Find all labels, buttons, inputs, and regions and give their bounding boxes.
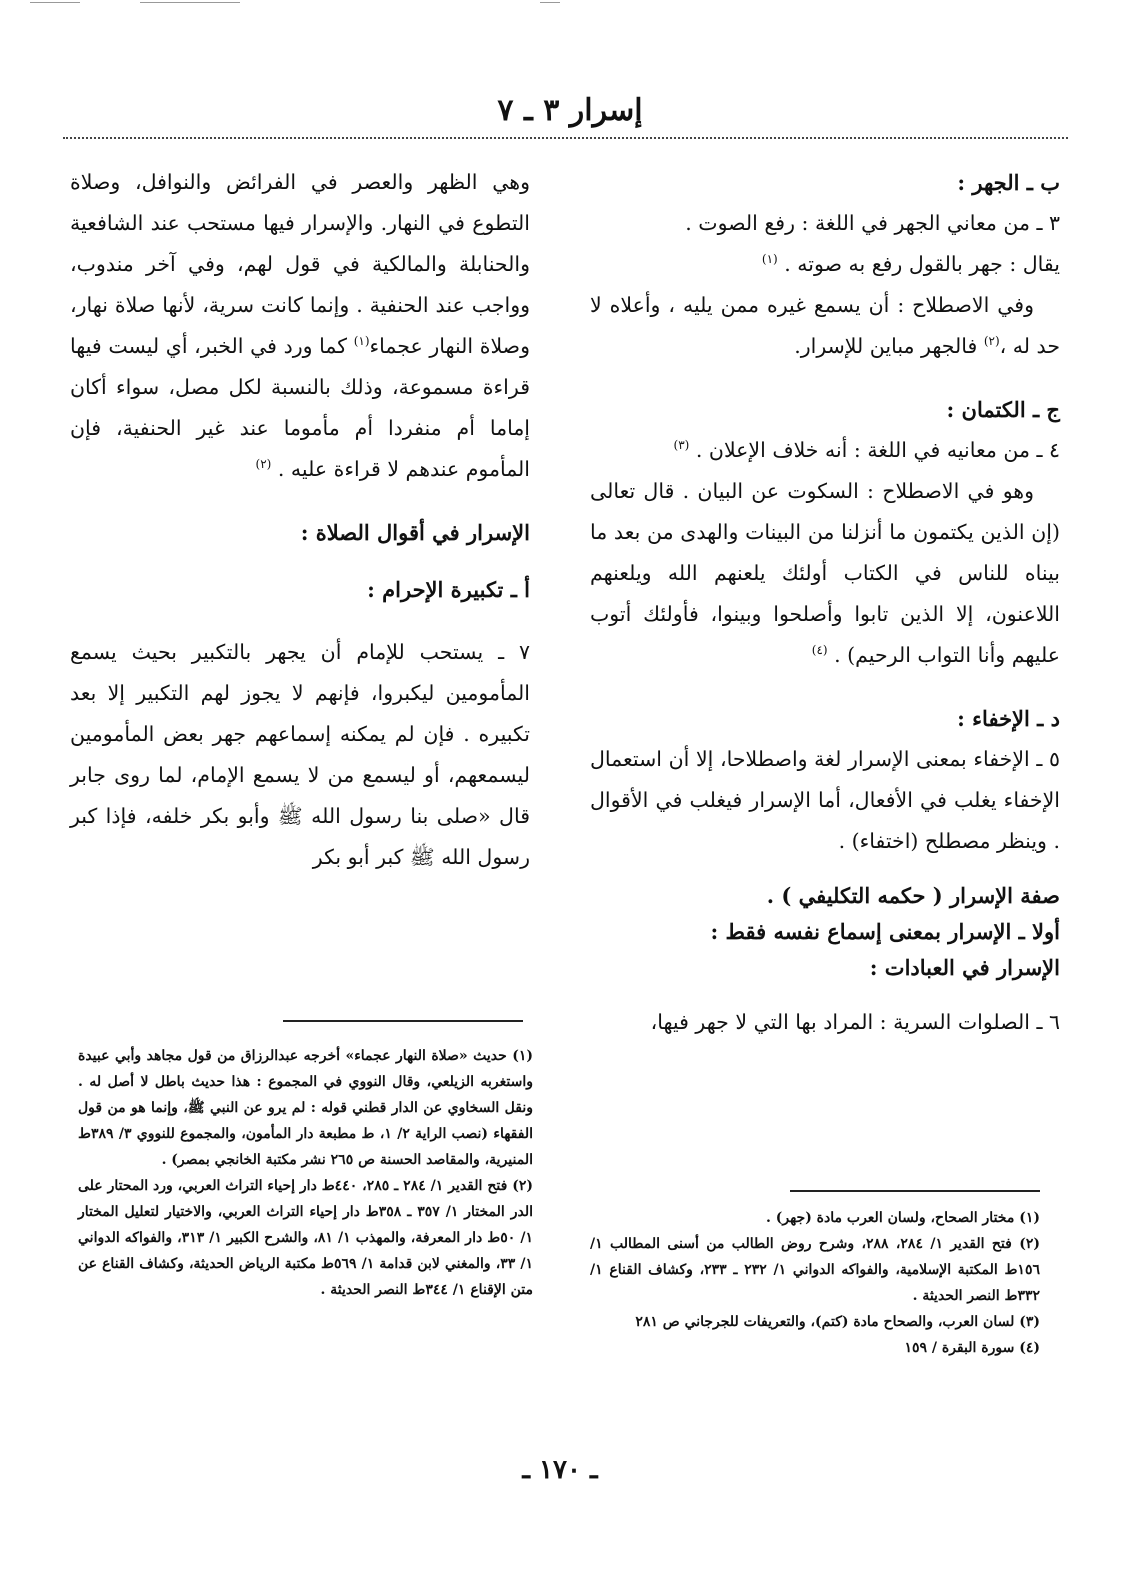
footnote-ref: (١) — [353, 334, 370, 349]
footnote-ref: (٢) — [983, 334, 1000, 349]
footnote-left-2: (٢) فتح القدير ١/ ٢٨٤ ـ ٢٨٥، ٤٤٠ط دار إحياء التراث العربي، ورد المحتار على الدر المختار ١/ ٣٥٧ ـ ٣٥٨ط دار إحياء التراث العربي، والاختيار لتعليل المختار ١/ ٥٠ط دار المعرفة، والمهذب ١/ ٨١، والشرح الكبير ١/ ٣١٣، والفواكه الدواني ١/ ٣٣، والمغني لابن قدامة ١/ ٥٦٩ط مكتبة الرياض الحديثة، وكشاف القناع عن متن الإقناع ١/ ٣٤٤ط النصر الحديثة . — [78, 1178, 533, 1298]
footnote-ref: (٤) — [811, 643, 828, 658]
footnote-ref: (٢) — [255, 457, 272, 472]
para-3-line-2-text: يقال : جهر بالقول رفع به صوته . — [784, 252, 1060, 276]
ibadat-heading: الإسرار في العبادات : — [869, 955, 1060, 980]
footnote-left-1: (١) حديث «صلاة النهار عجماء» أخرجه عبدالرزاق من قول مجاهد وأبي عبيدة واستغربه الزيلعي، وقال النووي في المجموع : هذا حديث باطل لا أصل له . ونقل السخاوي عن الدار قطني قوله : لم يرو عن النبي ﷺ، وإنما هو من قول الفقهاء (نصب الراية ٢/ ١، ط مطبعة دار المأمون، والمجموع للنووي ٣/ ٣٨٩ط المنيرية، والمقاصد الحسنة ص ٢٦٥ نشر مكتبة الخانجي بمصر) . — [78, 1048, 533, 1168]
header-dotted-rule — [63, 137, 1068, 139]
ikhfa-heading: د ـ الإخفاء : — [957, 706, 1060, 731]
para-5-body: ٥ ـ الإخفاء بمعنى الإسرار لغة واصطلاحا، إلا أن استعمال الإخفاء يغلب في الأفعال، أما الإسرار فيغلب في الأقوال . وينظر مصطلح (اختفاء) . — [590, 747, 1060, 853]
para-3-line-2 — [590, 244, 1060, 285]
para-6-text-b: كما ورد في الخبر، أي ليست فيها قراءة مسموعة، وذلك بالنسبة لكل مصل، سواء أكان إماما أم منفردا أم مأموما عند غير الحنفية، فإن المأموم عندهم لا قراءة عليه . — [70, 334, 530, 481]
para-4-line-1 — [590, 430, 1060, 471]
footnote-rule-right — [790, 1190, 1040, 1192]
page-number: ـ ١٧٠ ـ — [522, 1455, 598, 1485]
para-6-line-1: ٦ ـ الصلوات السرية : المراد بها التي لا جهر فيها، — [650, 1010, 1060, 1034]
footnote-rule-left — [283, 1020, 523, 1022]
kitman-heading: ج ـ الكتمان : — [946, 397, 1060, 422]
para-3-term-text-a: وفي الاصطلاح : أن يسمع غيره ممن يليه ، وأعلاه لا حد له ، — [590, 293, 1060, 358]
takbira-heading: أ ـ تكبيرة الإحرام : — [367, 577, 530, 602]
awwalan-heading: أولا ـ الإسرار بمعنى إسماع نفسه فقط : — [710, 919, 1060, 944]
footnotes-right — [590, 1205, 1040, 1361]
jahr-heading: ب ـ الجهر : — [957, 170, 1060, 195]
footnote-right-4: (٤) سورة البقرة / ١٥٩ — [904, 1340, 1040, 1356]
para-3-line-1: ٣ ـ من معاني الجهر في اللغة : رفع الصوت . — [685, 211, 1060, 235]
para-3-term — [590, 285, 1060, 367]
footnote-right-1: (١) مختار الصحاح، ولسان العرب مادة (جهر) . — [765, 1210, 1040, 1226]
para-6-continued — [70, 162, 530, 490]
footnote-right-2: (٢) فتح القدير ١/ ٢٨٤، ٢٨٨، وشرح روض الطالب من أسنى المطالب ١/ ١٥٦ط المكتبة الإسلامية، والفواكه الدواني ١/ ٢٣٢ ـ ٢٣٣، وكشاف القناع ١/ ٣٣٢ط النصر الحديثة . — [590, 1236, 1040, 1304]
para-6-text-a: وهي الظهر والعصر في الفرائض والنوافل، وصلاة التطوع في النهار. والإسرار فيها مستحب عند الشافعية والحنابلة والمالكية في قول لهم، وفي آخر مندوب، وواجب عند الحنفية . وإنما كانت سرية، لأنها صلاة نهار، وصلاة النهار عجماء — [70, 170, 530, 358]
scan-artifact-marks — [0, 0, 1133, 12]
footnotes-left — [78, 1043, 533, 1303]
para-4-body — [590, 471, 1060, 676]
para-3-term-text-b: فالجهر مباين للإسرار. — [794, 334, 984, 358]
para-4-body-text: وهو في الاصطلاح : السكوت عن البيان . قال تعالى (إن الذين يكتمون ما أنزلنا من البينات والهدى من بعد ما بيناه للناس في الكتاب أولئك يلعنهم الله ويلعنهم اللاعنون، إلا الذين تابوا وأصلحوا وبينوا، فأولئك أتوب عليهم وأنا التواب الرحيم) . — [590, 479, 1060, 667]
footnote-right-3: (٣) لسان العرب، والصحاح مادة (كتم)، والتعريفات للجرجاني ص ٢٨١ — [635, 1314, 1040, 1330]
para-7-body: ٧ ـ يستحب للإمام أن يجهر بالتكبير بحيث يسمع المأمومين ليكبروا، فإنهم لا يجوز لهم التكبير إلا بعد تكبيره . فإن لم يمكنه إسماعهم جهر بعض المأمومين ليسمعهم، أو ليسمع من لا يسمع الإمام، لما روى جابر قال «صلى بنا رسول الله ﷺ وأبو بكر خلفه، فإذا كبر رسول الله ﷺ كبر أبو بكر — [70, 640, 530, 869]
para-4-line-1-text: ٤ ـ من معانيه في اللغة : أنه خلاف الإعلان . — [695, 438, 1060, 462]
running-title: إسرار ٣ ـ ٧ — [497, 93, 643, 128]
footnote-ref: (٣) — [673, 438, 690, 453]
footnote-ref: (١) — [761, 252, 778, 267]
aqwal-heading: الإسرار في أقوال الصلاة : — [300, 520, 530, 545]
left-column — [70, 162, 530, 878]
sifa-heading: صفة الإسرار ( حكمه التكليفي ) . — [766, 883, 1060, 908]
right-column — [590, 162, 1060, 1043]
